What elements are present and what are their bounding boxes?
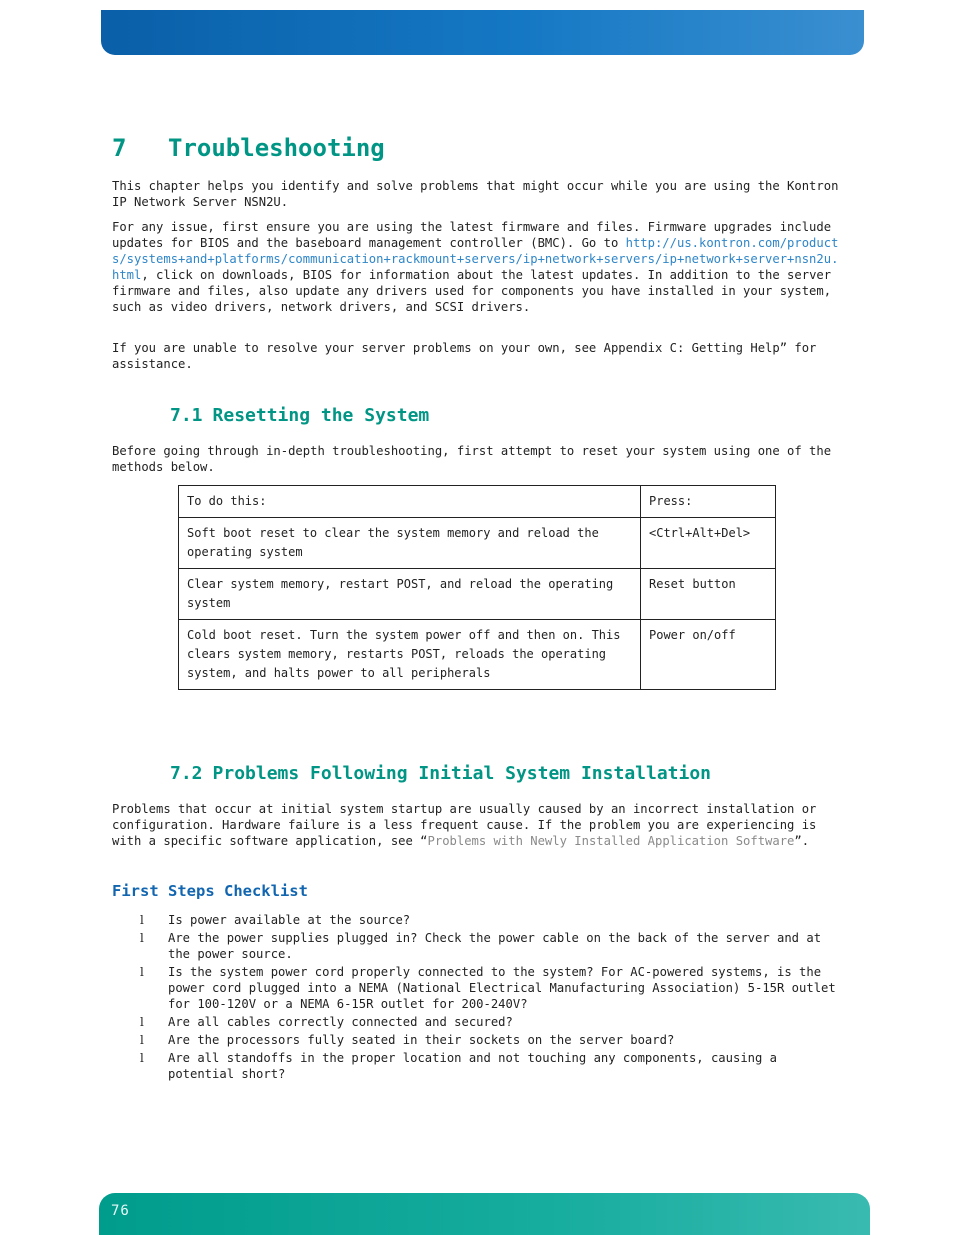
table-header-cell: To do this:: [179, 486, 641, 518]
list-item-text: Is the system power cord properly connected to the system? For AC-powered systems, is the power cord plugged into a NEMA (National Electrical Manufacturing Association) 5-15R outlet for 100-120V or a NEMA 6-15R outlet for 200-240V?: [168, 965, 836, 1011]
section-7-2-intro: [112, 801, 840, 849]
intro-paragraph-2: [112, 219, 840, 315]
list-item: [112, 1032, 840, 1048]
section-title: Problems Following Initial System Installation: [212, 763, 712, 784]
list-item-text: Are the processors fully seated in their sockets on the server board?: [168, 1033, 675, 1047]
table-row: [179, 569, 776, 620]
first-steps-checklist: [112, 912, 840, 1084]
section-7-1-intro: Before going through in-depth troubleshooting, first attempt to reset your system using one of the methods below.: [112, 444, 832, 474]
checklist-title: First Steps Checklist: [112, 882, 308, 900]
bullet-icon: l: [140, 965, 144, 979]
bullet-icon: l: [140, 1033, 144, 1047]
nsn2u-product-link[interactable]: http://us.kontron.com/products/systems+and+platforms/communication+rackmount+servers/ip+network+servers/ip+network+server+nsn2u.html: [112, 236, 839, 282]
list-item: [112, 1014, 840, 1030]
header-bar: [101, 10, 864, 55]
table-cell: Cold boot reset. Turn the system power off and then on. This clears system memory, restarts POST, reloads the operating system, and halts power to all peripherals: [179, 620, 641, 690]
list-item-text: Is power available at the source?: [168, 913, 411, 927]
section-title: Resetting the System: [212, 405, 430, 426]
intro-p2-before: For any issue, first ensure you are using the latest firmware and files. Firmware upgrades include updates for BIOS and the baseboard management controller (BMC). Go to: [112, 220, 832, 250]
list-item: [112, 1050, 840, 1082]
section-heading-7-2: [170, 763, 711, 784]
chapter-title: [112, 134, 385, 162]
intro-paragraph-3: If you are unable to resolve your server problems on your own, see Appendix C: Getting Help” for assistance.: [112, 341, 817, 371]
section-number: 7.1: [170, 405, 203, 426]
table-row: [179, 518, 776, 569]
chapter-number: 7: [112, 134, 127, 162]
table-cell: <Ctrl+Alt+Del>: [641, 518, 776, 569]
table-header-row: [179, 486, 776, 518]
section-number: 7.2: [170, 763, 203, 784]
footer-bar: [99, 1193, 870, 1235]
section-7-2-intro-before: Problems that occur at initial system startup are usually caused by an incorrect installation or configuration. Hardware failure is a less frequent cause. If the problem you are experiencing is with a specific software application, see “: [112, 802, 817, 848]
list-item: [112, 912, 840, 928]
list-item-text: Are all cables correctly connected and secured?: [168, 1015, 513, 1029]
table-cell: Reset button: [641, 569, 776, 620]
chapter-title-text: Troubleshooting: [168, 134, 385, 162]
table-row: [179, 620, 776, 690]
bullet-icon: l: [140, 931, 144, 945]
bullet-icon: l: [140, 913, 144, 927]
list-item: [112, 964, 840, 1012]
reset-methods-table: [178, 485, 776, 690]
table-header-cell: Press:: [641, 486, 776, 518]
bullet-icon: l: [140, 1015, 144, 1029]
list-item-text: Are the power supplies plugged in? Check the power cable on the back of the server and at the power source.: [168, 931, 822, 961]
list-item: [112, 930, 840, 962]
table-cell: Soft boot reset to clear the system memory and reload the operating system: [179, 518, 641, 569]
table-cell: Clear system memory, restart POST, and reload the operating system: [179, 569, 641, 620]
cross-reference-link[interactable]: Problems with Newly Installed Application Software: [427, 834, 795, 848]
page-number: 76: [111, 1203, 130, 1219]
table-cell: Power on/off: [641, 620, 776, 690]
intro-paragraph-1: This chapter helps you identify and solve problems that might occur while you are using the Kontron IP Network Server NSN2U.: [112, 179, 839, 209]
section-heading-7-1: [170, 405, 429, 426]
section-7-2-intro-after: ”.: [794, 834, 810, 848]
list-item-text: Are all standoffs in the proper location and not touching any components, causing a potential short?: [168, 1051, 778, 1081]
bullet-icon: l: [140, 1051, 144, 1065]
intro-p2-after: , click on downloads, BIOS for information about the latest updates. In addition to the server firmware and files, also update any drivers used for components you have installed in your system, such as video drivers, network drivers, and SCSI drivers.: [112, 268, 832, 314]
